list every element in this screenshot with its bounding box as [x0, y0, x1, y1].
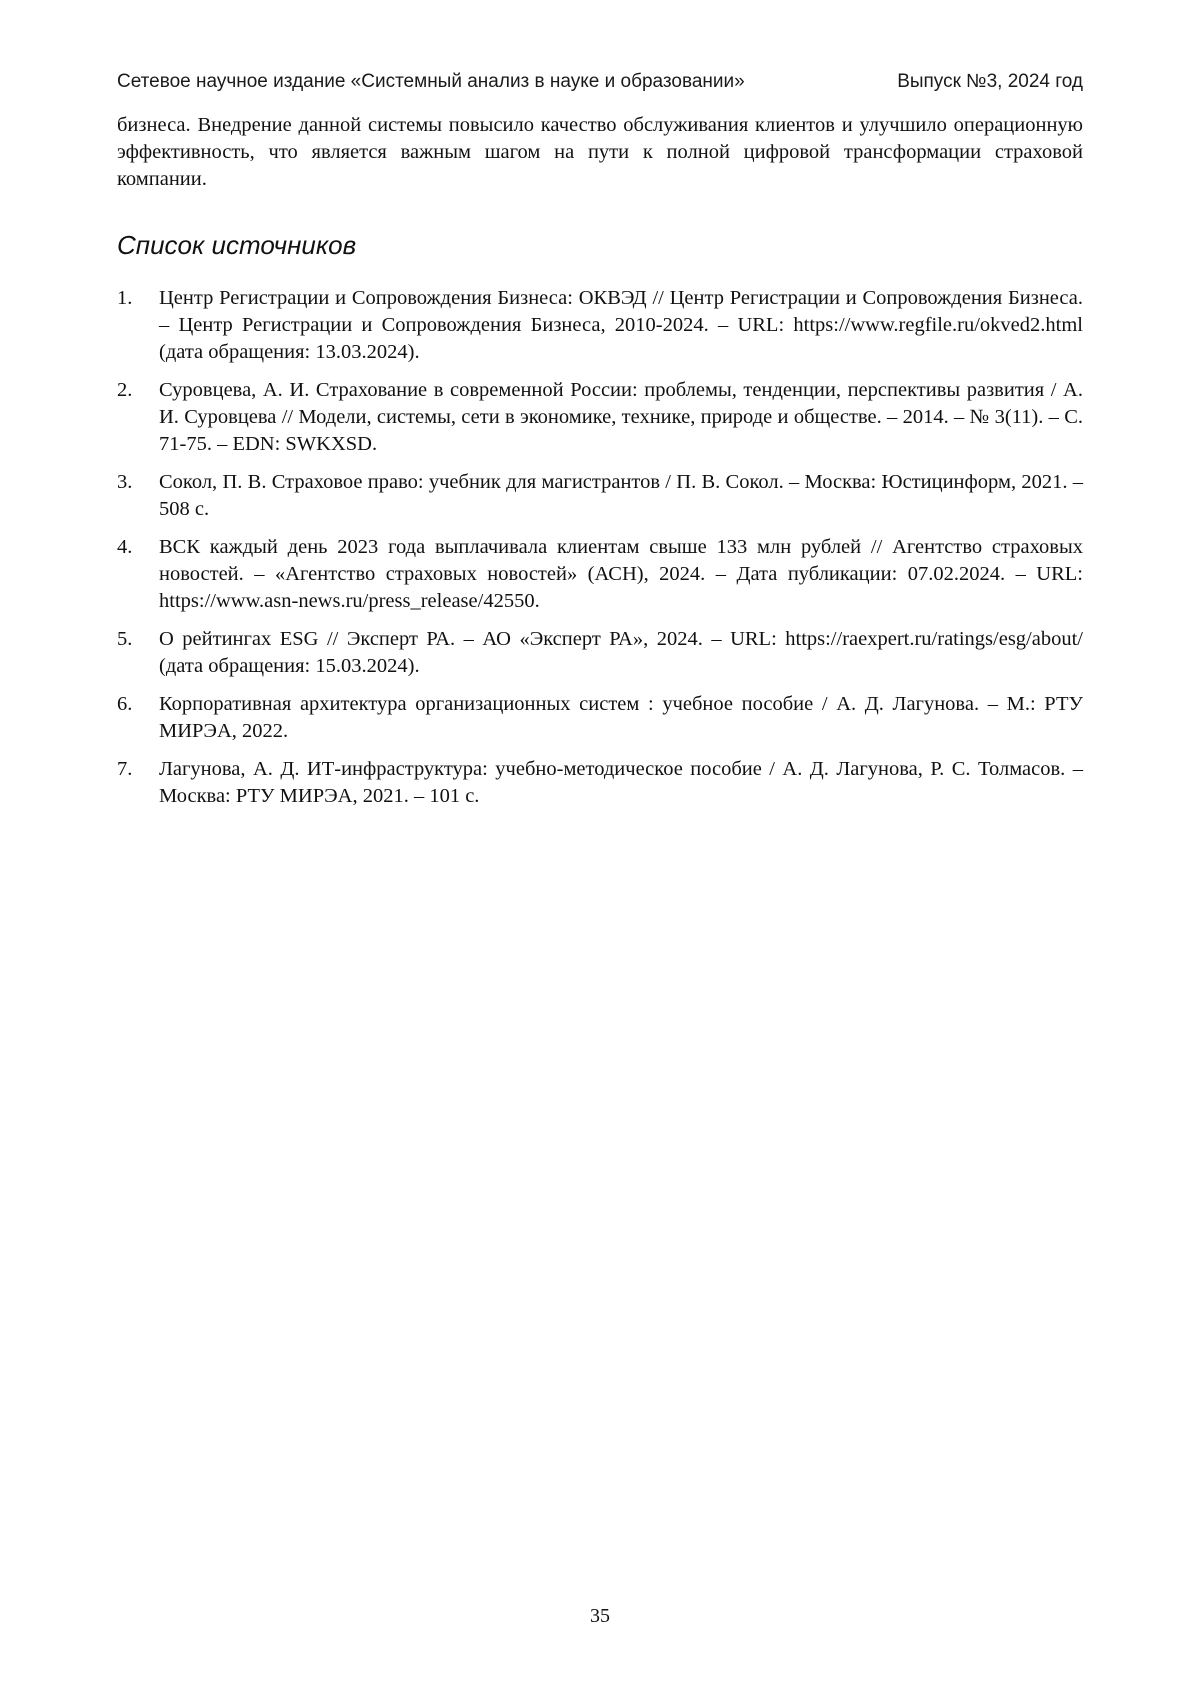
- reference-text: Суровцева, А. И. Страхование в современной России: проблемы, тенденции, перспективы развития / А. И. Суровцева // Модели, системы, сети в экономике, технике, природе и обществе. – 2014. – № 3(11). – С. 71-75. – EDN: SWKXSD.: [159, 379, 1083, 455]
- references-list: [117, 285, 1083, 821]
- reference-number: 7.: [117, 758, 133, 780]
- body-paragraph: бизнеса. Внедрение данной системы повысило качество обслуживания клиентов и улучшило операционную эффективность, что является важным шагом на пути к полной цифровой трансформации страховой компании.: [117, 114, 1083, 190]
- reference-item: [117, 626, 1083, 680]
- reference-number: 5.: [117, 628, 133, 650]
- reference-text: О рейтингах ESG // Эксперт РА. – АО «Эксперт РА», 2024. – URL: https://raexpert.ru/ratings/esg/about/ (дата обращения: 15.03.2024).: [159, 628, 1083, 677]
- reference-text: Корпоративная архитектура организационных систем : учебное пособие / А. Д. Лагунова. – М.: РТУ МИРЭА, 2022.: [159, 693, 1083, 742]
- references-heading: Список источников: [117, 230, 357, 260]
- reference-item: [117, 469, 1083, 523]
- reference-item: [117, 756, 1083, 810]
- reference-number: 6.: [117, 693, 133, 715]
- running-header: [117, 70, 1083, 94]
- issue-label: Выпуск №3, 2024 год: [897, 71, 1083, 92]
- reference-text: Центр Регистрации и Сопровождения Бизнеса: ОКВЭД // Центр Регистрации и Сопровождения Бизнеса. – Центр Регистрации и Сопровождения Бизнеса, 2010-2024. – URL: https://www.regfile.ru/okved2.html (дата обращения: 13.03.2024).: [159, 287, 1083, 363]
- page-number: 35: [590, 1605, 610, 1627]
- reference-number: 2.: [117, 379, 133, 401]
- reference-item: [117, 285, 1083, 366]
- reference-item: [117, 534, 1083, 615]
- reference-text: Сокол, П. В. Страховое право: учебник для магистрантов / П. В. Сокол. – Москва: Юстицинформ, 2021. – 508 с.: [159, 471, 1083, 520]
- reference-text: ВСК каждый день 2023 года выплачивала клиентам свыше 133 млн рублей // Агентство страховых новостей. – «Агентство страховых новостей» (АСН), 2024. – Дата публикации: 07.02.2024. – URL: https://www.asn-news.ru/press_release/42550.: [159, 536, 1083, 612]
- reference-item: [117, 377, 1083, 458]
- reference-text: Лагунова, А. Д. ИТ-инфраструктура: учебно-методическое пособие / А. Д. Лагунова, Р. С. Толмасов. – Москва: РТУ МИРЭА, 2021. – 101 с.: [159, 758, 1083, 807]
- reference-number: 4.: [117, 536, 133, 558]
- reference-item: [117, 691, 1083, 745]
- reference-number: 1.: [117, 287, 133, 309]
- journal-title: Сетевое научное издание «Системный анализ в науке и образовании»: [117, 71, 745, 92]
- reference-number: 3.: [117, 471, 133, 493]
